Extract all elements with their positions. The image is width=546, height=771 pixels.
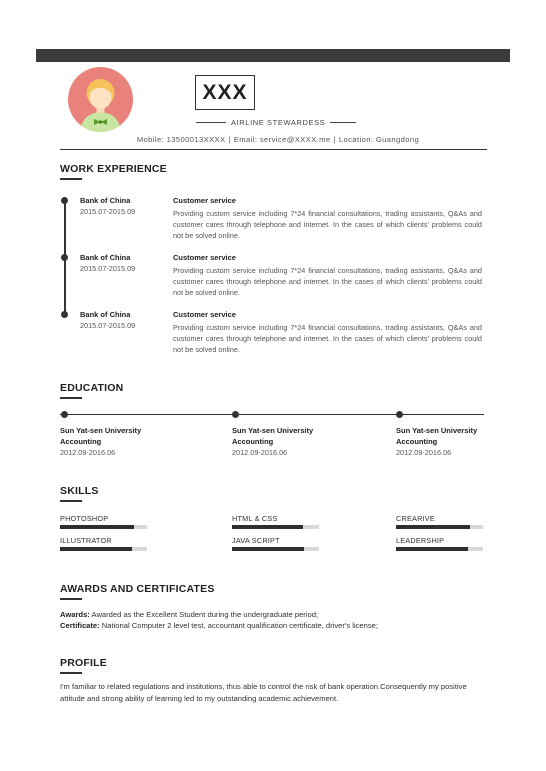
work-role: Customer service (173, 196, 236, 205)
top-bar (36, 49, 510, 62)
skill-label: ILLUSTRATOR (60, 536, 112, 545)
work-description: Providing custom service including 7*24 financial consultations, trading assistants, Q&As and customer cares through telephone and internet. In the cases of which clients' problems could not be solved online. (173, 266, 482, 297)
skill-bar (396, 525, 483, 529)
contact-separator: | (333, 135, 336, 144)
awards-label: Awards: (60, 610, 90, 619)
work-timeline-dot (61, 197, 68, 204)
awards-section-title: AWARDS AND CERTIFICATES (60, 583, 215, 595)
work-section-title: WORK EXPERIENCE (60, 163, 167, 175)
education-date: 2012.09-2016.06 (60, 448, 116, 457)
work-description: Providing custom service including 7*24 financial consultations, trading assistants, Q&As and customer cares through telephone and internet. In the cases of which clients' problems could not be solved online. (173, 323, 482, 354)
skill-bar (60, 525, 147, 529)
avatar-illustration-icon (68, 67, 133, 132)
job-title-line-right (330, 122, 356, 123)
skill-label: JAVA SCRIPT (232, 536, 280, 545)
education-timeline-line (60, 414, 484, 415)
header-divider (60, 149, 487, 150)
education-section-underline (60, 397, 82, 399)
work-date: 2015.07-2015.09 (80, 321, 136, 330)
education-timeline-dot (396, 411, 403, 418)
work-description: Providing custom service including 7*24 financial consultations, trading assistants, Q&As and customer cares through telephone and internet. In the cases of which clients' problems could not be solved online. (173, 209, 482, 240)
profile-text: I'm familiar to related regulations and institutions, thus able to control the risk of bank operation.Consequently my positive attitude and strong ability of learning led to my outstanding academic achievement. (60, 682, 467, 703)
certificate-label: Certificate: (60, 621, 100, 630)
job-title-line-left (196, 122, 226, 123)
education-major: Accounting (396, 437, 438, 446)
education-timeline-dot (61, 411, 68, 418)
education-date: 2012.09-2016.06 (396, 448, 452, 457)
awards-section-underline (60, 598, 82, 600)
contact-line (0, 135, 546, 144)
education-school: Sun Yat-sen University (396, 426, 478, 435)
work-timeline-dot (61, 254, 68, 261)
name-box (195, 75, 255, 110)
certificate-text: National Computer 2 level test, accountant qualification certificate, driver's license; (99, 621, 379, 630)
skill-bar-fill (232, 525, 303, 529)
avatar (68, 67, 133, 132)
skill-bar (232, 547, 319, 551)
skill-bar (396, 547, 483, 551)
skill-bar (232, 525, 319, 529)
contact-location: Location: Guangdong (338, 135, 420, 144)
skill-label: CREARIVE (396, 514, 435, 523)
work-company: Bank of China (80, 310, 131, 319)
job-title-row (196, 116, 376, 128)
skill-label: HTML & CSS (232, 514, 278, 523)
skill-bar (60, 547, 147, 551)
skill-bar-fill (232, 547, 304, 551)
work-date: 2015.07-2015.09 (80, 264, 136, 273)
awards-text: Awarded as the Excellent Student during the undergraduate period; (89, 610, 319, 619)
work-section-underline (60, 178, 82, 180)
education-school: Sun Yat-sen University (232, 426, 314, 435)
education-school: Sun Yat-sen University (60, 426, 142, 435)
candidate-name: XXX (202, 80, 248, 104)
work-role: Customer service (173, 310, 236, 319)
contact-email: Email: service@XXXX.me (233, 135, 331, 144)
work-timeline-dot (61, 311, 68, 318)
skill-label: LEADERSHIP (396, 536, 445, 545)
work-role: Customer service (173, 253, 236, 262)
profile-section-title: PROFILE (60, 657, 107, 669)
education-section-title: EDUCATION (60, 382, 124, 394)
skill-label: PHOTOSHOP (60, 514, 109, 523)
skill-bar-fill (60, 547, 132, 551)
education-major: Accounting (60, 437, 102, 446)
skill-bar-fill (396, 547, 468, 551)
work-company: Bank of China (80, 253, 131, 262)
education-date: 2012.09-2016.06 (232, 448, 288, 457)
contact-separator: | (228, 135, 231, 144)
skills-section-title: SKILLS (60, 485, 99, 497)
job-title: AIRLINE STEWARDESS (231, 117, 326, 127)
profile-section-underline (60, 672, 82, 674)
certificate-line (60, 621, 378, 630)
contact-mobile: Mobile: 13500013XXXX (136, 135, 226, 144)
education-timeline-dot (232, 411, 239, 418)
work-company: Bank of China (80, 196, 131, 205)
skill-bar-fill (60, 525, 134, 529)
awards-line (60, 610, 318, 619)
skills-section-underline (60, 500, 82, 502)
work-date: 2015.07-2015.09 (80, 207, 136, 216)
skill-bar-fill (396, 525, 470, 529)
education-major: Accounting (232, 437, 274, 446)
